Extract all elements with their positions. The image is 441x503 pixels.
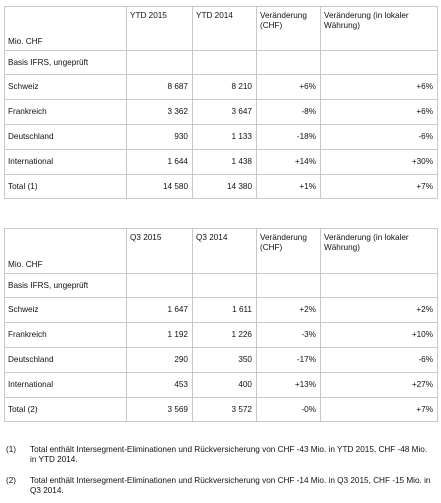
table-row [5, 323, 438, 348]
cell-value: +10% [321, 323, 438, 348]
footnote-mark: (1) [6, 445, 17, 454]
cell-value: +13% [257, 373, 321, 398]
cell-value: 3 647 [193, 100, 257, 125]
cell-value: 930 [127, 125, 193, 150]
row-label: Deutschland [5, 348, 127, 373]
q3-table [4, 228, 438, 422]
row-label: Frankreich [5, 100, 127, 125]
cell-value: 453 [127, 373, 193, 398]
cell-value: 1 192 [127, 323, 193, 348]
cell-value: +30% [321, 150, 438, 175]
cell-value: +7% [321, 175, 438, 199]
total-row [5, 175, 438, 199]
col-header-change-local: Veränderung (in lokaler Währung) [321, 7, 438, 51]
cell-value: +6% [321, 100, 438, 125]
ytd-table [4, 6, 438, 199]
col-header-ytd-2014: YTD 2014 [193, 7, 257, 51]
cell-value: +27% [321, 373, 438, 398]
row-label: Deutschland [5, 125, 127, 150]
cell-value: 8 210 [193, 75, 257, 100]
table-row [5, 75, 438, 100]
cell-value: 1 647 [127, 298, 193, 323]
row-label: Total (1) [5, 175, 127, 199]
total-row [5, 398, 438, 422]
cell-value: +2% [257, 298, 321, 323]
table-row [5, 373, 438, 398]
cell-value: 400 [193, 373, 257, 398]
table-row [5, 150, 438, 175]
row-label: Schweiz [5, 298, 127, 323]
footnote-text: Total enthält Intersegment-Eliminationen und Rückversicherung von CHF -43 Mio. in YTD 2015, CHF -48 Mio. in YTD 2014. [30, 445, 428, 464]
cell-value: 8 687 [127, 75, 193, 100]
cell-value: 290 [127, 348, 193, 373]
row-label: Total (2) [5, 398, 127, 422]
col-header-ytd-2015: YTD 2015 [127, 7, 193, 51]
cell-value: -0% [257, 398, 321, 422]
cell-value: 1 438 [193, 150, 257, 175]
cell-value: -8% [257, 100, 321, 125]
cell-value: +6% [257, 75, 321, 100]
cell-value: 14 580 [127, 175, 193, 199]
cell-value: -6% [321, 348, 438, 373]
table-row [5, 348, 438, 373]
cell-value: 3 572 [193, 398, 257, 422]
cell-value: +7% [321, 398, 438, 422]
col-header-change-local: Veränderung (in lokaler Währung) [321, 229, 438, 274]
cell-value: 350 [193, 348, 257, 373]
table-header-row [5, 229, 438, 274]
cell-value: +6% [321, 75, 438, 100]
unit-label: Mio. CHF [5, 229, 127, 274]
table-row [5, 298, 438, 323]
col-header-change-chf: Veränderung (CHF) [257, 7, 321, 51]
cell-value: +1% [257, 175, 321, 199]
cell-value: 1 133 [193, 125, 257, 150]
footnote-mark: (2) [6, 476, 17, 485]
row-label: International [5, 373, 127, 398]
cell-value: -6% [321, 125, 438, 150]
cell-value: -3% [257, 323, 321, 348]
col-header-change-chf: Veränderung (CHF) [257, 229, 321, 274]
cell-value: +14% [257, 150, 321, 175]
table-row [5, 100, 438, 125]
row-label: Frankreich [5, 323, 127, 348]
table-row [5, 125, 438, 150]
cell-value: +2% [321, 298, 438, 323]
unit-label: Mio. CHF [5, 7, 127, 51]
footnote-text: Total enthält Intersegment-Eliminationen und Rückversicherung von CHF -14 Mio. in Q3 2015, CHF -15 Mio. in Q3 2014. [30, 476, 431, 495]
cell-value: -17% [257, 348, 321, 373]
cell-value: 3 362 [127, 100, 193, 125]
cell-value: -18% [257, 125, 321, 150]
basis-label: Basis IFRS, ungeprüft [5, 274, 127, 298]
row-label: Schweiz [5, 75, 127, 100]
row-label: International [5, 150, 127, 175]
basis-label: Basis IFRS, ungeprüft [5, 51, 127, 75]
cell-value: 1 644 [127, 150, 193, 175]
cell-value: 1 611 [193, 298, 257, 323]
cell-value: 3 569 [127, 398, 193, 422]
col-header-q3-2014: Q3 2014 [193, 229, 257, 274]
col-header-q3-2015: Q3 2015 [127, 229, 193, 274]
basis-row [5, 274, 438, 298]
table-header-row [5, 7, 438, 51]
cell-value: 14 380 [193, 175, 257, 199]
cell-value: 1 226 [193, 323, 257, 348]
basis-row [5, 51, 438, 75]
